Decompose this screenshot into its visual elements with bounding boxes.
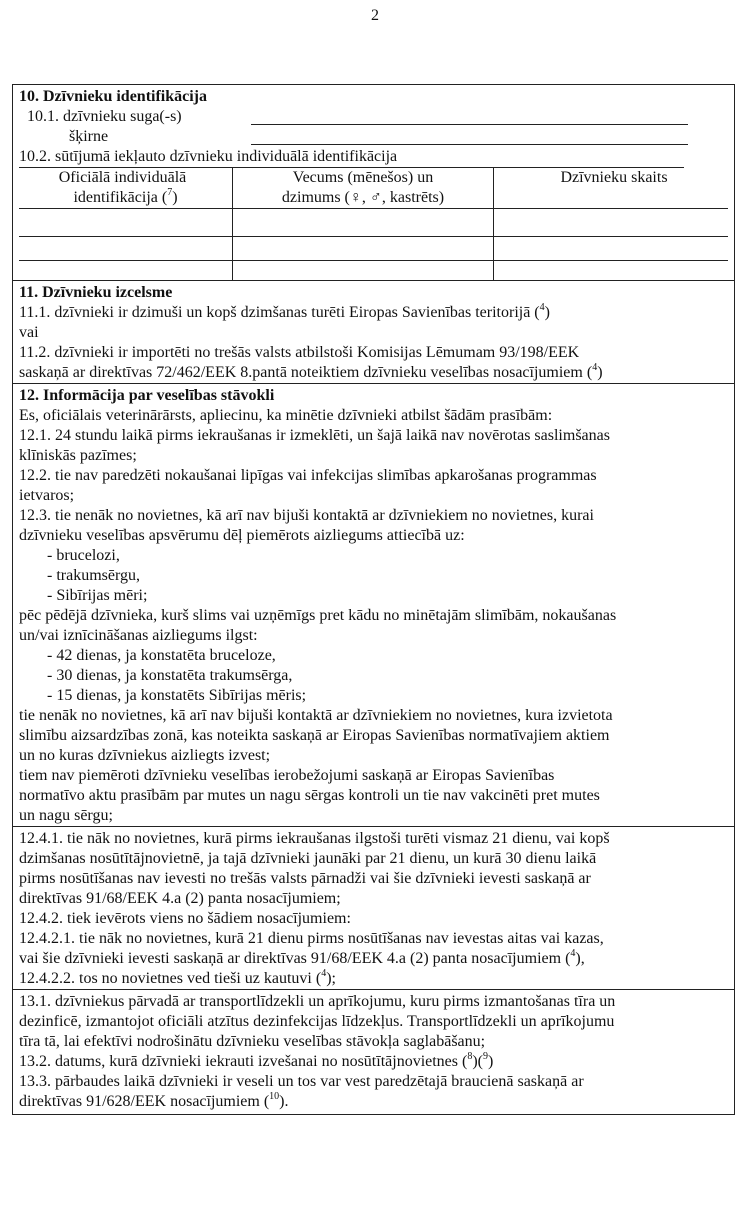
identification-table <box>13 168 734 280</box>
table-row <box>13 260 734 280</box>
breed-row <box>19 127 728 147</box>
col-official-id-header <box>13 168 233 212</box>
col-age-sex-header <box>233 168 494 212</box>
req-12-4-2-2-end: ); <box>326 970 336 987</box>
table-cell-age[interactable] <box>233 236 494 260</box>
vet-intro: Es, oficiālais veterinārārsts, apliecinu, ka minētie dzīvnieki atbilst šādām prasībām: <box>19 407 553 424</box>
req-13-1-line2: dezinficē, izmantojot oficiāli atzītus dezinfekcijas līdzekļus. Transportlīdzekli un aprīkojumu <box>19 1013 615 1030</box>
origin-import-line2-text: saskaņā ar direktīvas 72/462/EEK 8.pantā noteiktiem dzīvnieku veselības nosacījumiem ( <box>19 364 593 381</box>
req-12-1-line1: 12.1. 24 stundu laikā pirms iekraušanas ir izmeklēti, un šajā laikā nav novērotas saslimšanas <box>19 427 610 444</box>
req-12-4-1-line2: dzimšanas nosūtītājnovietnē, ja tajā dzīvnieki jaunāki par 21 dienu, un kurā 30 dienu laikā <box>19 850 597 867</box>
breed-input-line[interactable] <box>251 144 688 145</box>
req-13-2-end: ) <box>488 1053 494 1070</box>
table-cell-count[interactable] <box>494 260 735 280</box>
table-cell-count[interactable] <box>494 212 735 236</box>
zone-line1: tie nenāk no novietnes, kā arī nav bijuši kontaktā ar dzīvniekiem no novietnes, kura izvietota <box>19 707 613 724</box>
col-count-header <box>494 168 735 212</box>
ban-duration-line1: pēc pēdējā dzīvnieka, kurš slims vai uzņēmīgs pret kādu no minētajām slimībām, nokaušanas <box>19 607 617 624</box>
table-cell-id[interactable] <box>13 236 233 260</box>
section-11 <box>13 280 734 383</box>
section-12-4 <box>13 826 734 989</box>
req-13-3-line2 <box>19 1092 728 1112</box>
req-13-1-line3: tīra tā, lai efektīvi nodrošinātu dzīvnieku veselības stāvokļa saglabāšanu; <box>19 1033 486 1050</box>
req-12-2-line1: 12.2. tie nav paredzēti nokaušanai lipīgas vai infekcijas slimības apkarošanas programmas <box>19 467 597 484</box>
breed-label: šķirne <box>69 128 109 145</box>
section-10 <box>13 85 734 280</box>
or-text: vai <box>19 324 39 341</box>
req-13-2-text: 13.2. datums, kurā dzīvnieki iekrauti izvešanai no nosūtītājnovietnes ( <box>19 1053 468 1070</box>
req-12-4-2-1-end: ), <box>575 950 585 967</box>
req-12-3-line2: dzīvnieku veselības apsvērumu dēļ piemērots aizliegums attiecībā uz: <box>19 527 465 544</box>
footnote-ref: 8 <box>467 1050 473 1062</box>
req-12-4-2-1-line1: 12.4.2.1. tie nāk no novietnes, kurā 21 dienu pirms nosūtīšanas nav ievestas aitas vai kazas, <box>19 930 604 947</box>
req-12-3-line1: 12.3. tie nenāk no novietnes, kā arī nav bijuši kontaktā ar dzīvniekiem no novietnes, kurai <box>19 507 594 524</box>
req-12-1-line2: klīniskās pazīmes; <box>19 447 137 464</box>
section-12 <box>13 383 734 826</box>
col1-end: ) <box>172 189 178 206</box>
fmd-line3: un nagu sērgu; <box>19 807 113 824</box>
col1-line2 <box>19 188 232 209</box>
table-cell-age[interactable] <box>233 212 494 236</box>
table-header-row <box>13 168 734 212</box>
req-12-2-line2: ietvaros; <box>19 487 75 504</box>
req-12-4-2-2 <box>19 969 728 989</box>
req-12-4-2-1-line2 <box>19 949 728 969</box>
req-13-2-mid: )( <box>472 1053 483 1070</box>
page-number: 2 <box>371 7 379 24</box>
disease-item: - trakumsērgu, <box>47 567 141 584</box>
origin-import-line2: saskaņā ar direktīvas 72/462/EEK 8.pantā noteiktiem dzīvnieku veselības nosacījumiem ($^4$) <box>19 361 603 381</box>
footnote-ref: 9 <box>483 1050 488 1062</box>
individual-id-label: 10.2. sūtījumā iekļauto dzīvnieku individuālā identifikācija <box>19 148 398 165</box>
table-cell-age[interactable] <box>233 260 494 280</box>
section-10-title: 10. Dzīvnieku identifikācija <box>19 88 208 105</box>
disease-item: - Sibīrijas mēri; <box>47 587 148 604</box>
species-row <box>19 107 728 127</box>
col1-footnote: 7 <box>167 186 173 198</box>
col3-underline <box>494 188 728 209</box>
section-11-title: 11. Dzīvnieku izcelsme <box>19 284 173 301</box>
table-row <box>13 212 734 236</box>
origin-eu-text: 11.1. dzīvnieki ir dzimuši un kopš dzimšanas turēti Eiropas Savienības teritorijā ($^4$) <box>19 301 550 321</box>
req-13-3-line1: 13.3. pārbaudes laikā dzīvnieki ir veseli un tos var vest paredzētajā braucienā saskaņā ar <box>19 1073 584 1090</box>
req-13-2 <box>19 1052 728 1072</box>
origin-eu-label: 11.1. dzīvnieki ir dzimuši un kopš dzimšanas turēti Eiropas Savienības teritorijā ( <box>19 304 540 321</box>
duration-item: - 30 dienas, ja konstatēta trakumsērga, <box>47 667 293 684</box>
zone-line3: un no kuras dzīvniekus aizliegts izvest; <box>19 747 271 764</box>
section-12-title: 12. Informācija par veselības stāvokli <box>19 387 275 404</box>
col1-line2-text: identifikācija ( <box>73 189 168 206</box>
individual-id-row <box>19 147 684 168</box>
fmd-line1: tiem nav piemēroti dzīvnieku veselības ierobežojumi saskaņā ar Eiropas Savienības <box>19 767 555 784</box>
footnote-ref: 4 <box>539 301 545 313</box>
req-13-3-end: ). <box>279 1093 289 1110</box>
section-13 <box>13 989 734 1114</box>
footnote-ref: 10 <box>269 1090 280 1102</box>
fmd-line2: normatīvo aktu prasībām par mutes un nagu sērgas kontroli un tie nav vakcinēti pret mutes <box>19 787 600 804</box>
req-12-4-1-line1: 12.4.1. tie nāk no novietnes, kurā pirms iekraušanas ilgstoši turēti vismaz 21 dienu, vai kopš <box>19 830 610 847</box>
table-cell-id[interactable] <box>13 212 233 236</box>
duration-item: - 42 dienas, ja konstatēta bruceloze, <box>47 647 276 664</box>
col2-line2: dzimums (♀, ♂, kastrēts) <box>233 188 493 209</box>
col1-line1: Oficiālā individuālā <box>58 169 187 186</box>
origin-import-line1: 11.2. dzīvnieki ir importēti no trešās valsts atbilstoši Komisijas Lēmumam 93/198/EEK <box>19 344 580 361</box>
col2-line1: Vecums (mēnešos) un <box>292 169 434 186</box>
req-12-4-1-line3: pirms nosūtīšanas nav ievesti no trešās valsts pārnadži vai šie dzīvnieki ievesti saskaņā ar <box>19 870 591 887</box>
disease-item: - brucelozi, <box>47 547 120 564</box>
species-input-line[interactable] <box>251 124 688 125</box>
req-12-4-2-2-text: 12.4.2.2. tos no novietnes ved tieši uz kautuvi ( <box>19 970 322 987</box>
col3-label: Dzīvnieku skaits <box>560 169 668 186</box>
footnote-ref: 4 <box>321 967 327 979</box>
req-13-1-line1: 13.1. dzīvniekus pārvadā ar transportlīdzekli un aprīkojumu, kuru pirms izmantošanas tīra un <box>19 993 616 1010</box>
req-12-4-2-1-text: vai šie dzīvnieki ievesti saskaņā ar direktīvas 91/68/EEK 4.a (2) panta nosacījumiem ( <box>19 950 571 967</box>
footnote-ref: 4 <box>570 947 576 959</box>
duration-item: - 15 dienas, ja konstatēts Sibīrijas mēris; <box>47 687 307 704</box>
table-row <box>13 236 734 260</box>
zone-line2: slimību aizsardzības zonā, kas noteikta saskaņā ar Eiropas Savienības normatīvajiem aktiem <box>19 727 610 744</box>
req-12-4-1-line4: direktīvas 91/68/EEK 4.a (2) panta nosacījumiem; <box>19 890 341 907</box>
table-cell-count[interactable] <box>494 236 735 260</box>
footnote-ref: 4 <box>592 361 598 373</box>
table-cell-id[interactable] <box>13 260 233 280</box>
req-12-4-2: 12.4.2. tiek ievērots viens no šādiem nosacījumiem: <box>19 910 351 927</box>
ban-duration-line2: un/vai iznīcināšanas aizliegums ilgst: <box>19 627 258 644</box>
req-13-3-text: direktīvas 91/628/EEK nosacījumiem ( <box>19 1093 270 1110</box>
certificate-form <box>12 84 735 1115</box>
species-label: 10.1. dzīvnieku suga(-s) <box>27 108 182 125</box>
